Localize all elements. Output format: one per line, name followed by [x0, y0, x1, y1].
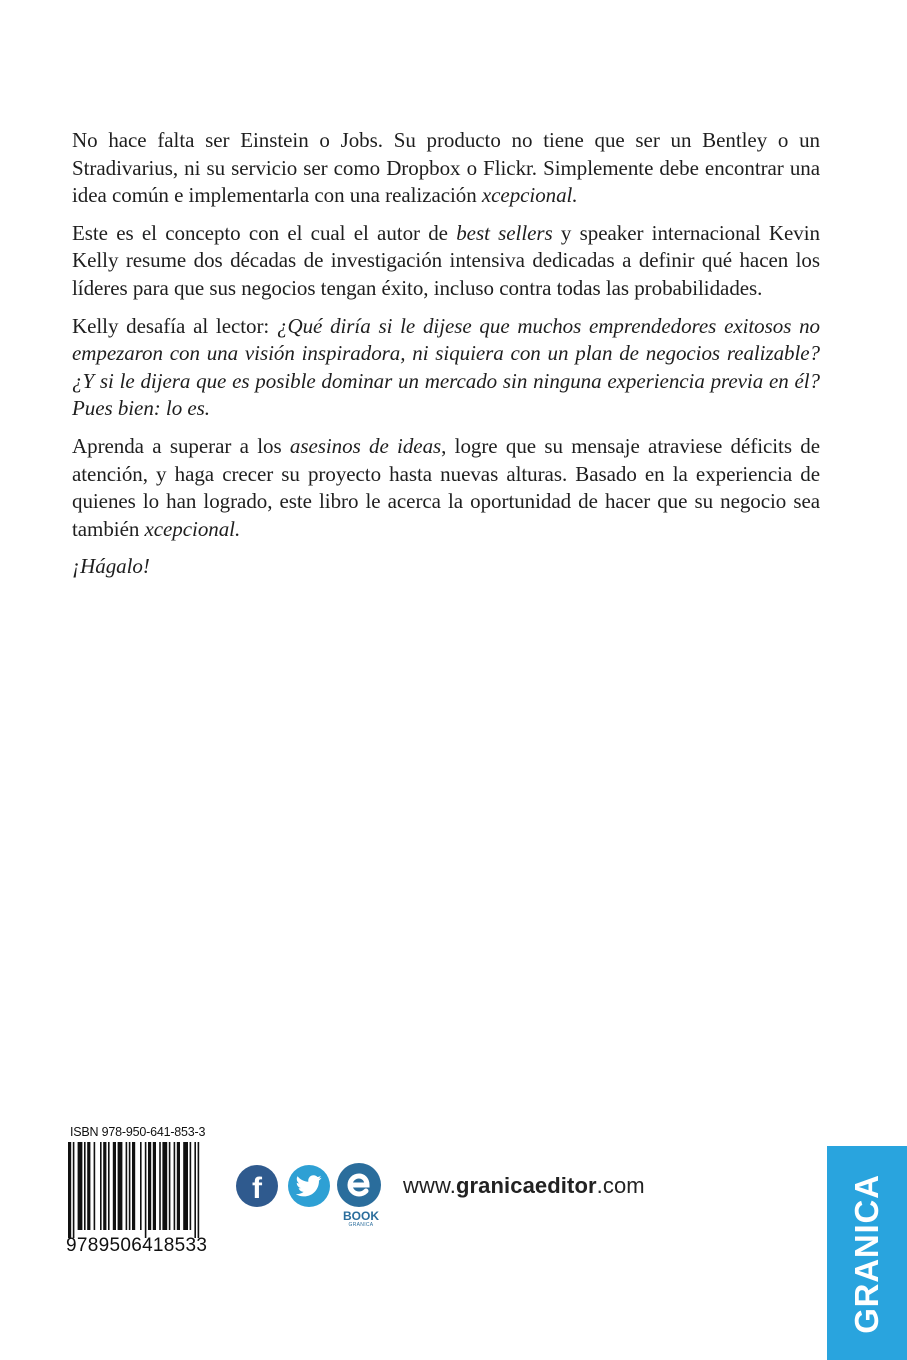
ebook-icon[interactable]: [337, 1163, 381, 1207]
back-cover-blurb: [72, 127, 820, 591]
blurb-emphasis: ¿Qué diría si le dijese que muchos emprendedores exitosos no empezaron con una visión inspiradora, ni siquiera con un plan de negocios realizable? ¿Y si le dijera que es posible dominar un mercado sin ninguna experiencia previa en él? Pues bien: lo es.: [72, 313, 821, 421]
blurb-paragraph-4: [72, 433, 820, 543]
publisher-website-link[interactable]: [403, 1173, 645, 1199]
isbn-label: ISBN 978-950-641-853-3: [70, 1125, 206, 1139]
twitter-bird-icon: [296, 1175, 322, 1197]
website-domain: granicaeditor: [455, 1173, 597, 1198]
blurb-paragraph-5: [72, 553, 820, 581]
blurb-text: Este es el concepto con el cual el autor de: [72, 220, 457, 245]
blurb-emphasis: xcepcional.: [144, 516, 241, 541]
blurb-paragraph-2: [72, 220, 820, 303]
blurb-text: Kelly desafía al lector:: [72, 313, 277, 338]
blurb-closing: ¡Hágalo!: [72, 554, 150, 579]
blurb-text: No hace falta ser Einstein o Jobs. Su producto no tiene que ser un Bentley o un Stradivarius, ni su servicio ser como Dropbox o Flickr. Simplemente debe encontrar una idea común e implementarla con una realización: [72, 128, 820, 208]
ebook-label: BOOK: [343, 1209, 379, 1223]
isbn-barcode-block: [66, 1124, 206, 1256]
publisher-spine-band: [827, 1146, 907, 1360]
website-suffix: .com: [596, 1173, 645, 1198]
facebook-icon[interactable]: [236, 1165, 278, 1207]
blurb-emphasis: asesinos de ideas: [289, 433, 442, 458]
twitter-icon[interactable]: [288, 1165, 330, 1207]
publisher-logo-text: GRANICA: [848, 1174, 885, 1334]
website-prefix: www.: [403, 1173, 456, 1198]
blurb-text: y speaker internacional Kevin Kelly resume dos décadas de investigación intensiva dedicadas a definir qué hacen los líderes para que sus negocios tengan éxito, incluso contra todas las probabilidades.: [72, 220, 820, 300]
blurb-emphasis: xcepcional.: [481, 183, 578, 208]
blurb-emphasis: best sellers: [456, 220, 553, 245]
blurb-text: Aprenda a superar a los: [72, 433, 290, 458]
ebook-e-icon: [344, 1170, 374, 1200]
ebook-sublabel: GRANICA: [348, 1222, 374, 1228]
barcode-digits: 9789506418533: [66, 1235, 208, 1256]
blurb-text: , logre que su mensaje atraviese déficits de atención, y haga crecer su proyecto hasta nuevas alturas. Basado en la experiencia de quienes lo han logrado, este libro le acerca la oportunidad de hacer que su negocio sea también: [72, 433, 820, 541]
barcode-icon: [66, 1142, 200, 1238]
facebook-glyph: f: [252, 1171, 262, 1205]
blurb-paragraph-1: [72, 127, 820, 210]
blurb-paragraph-3: [72, 313, 820, 423]
